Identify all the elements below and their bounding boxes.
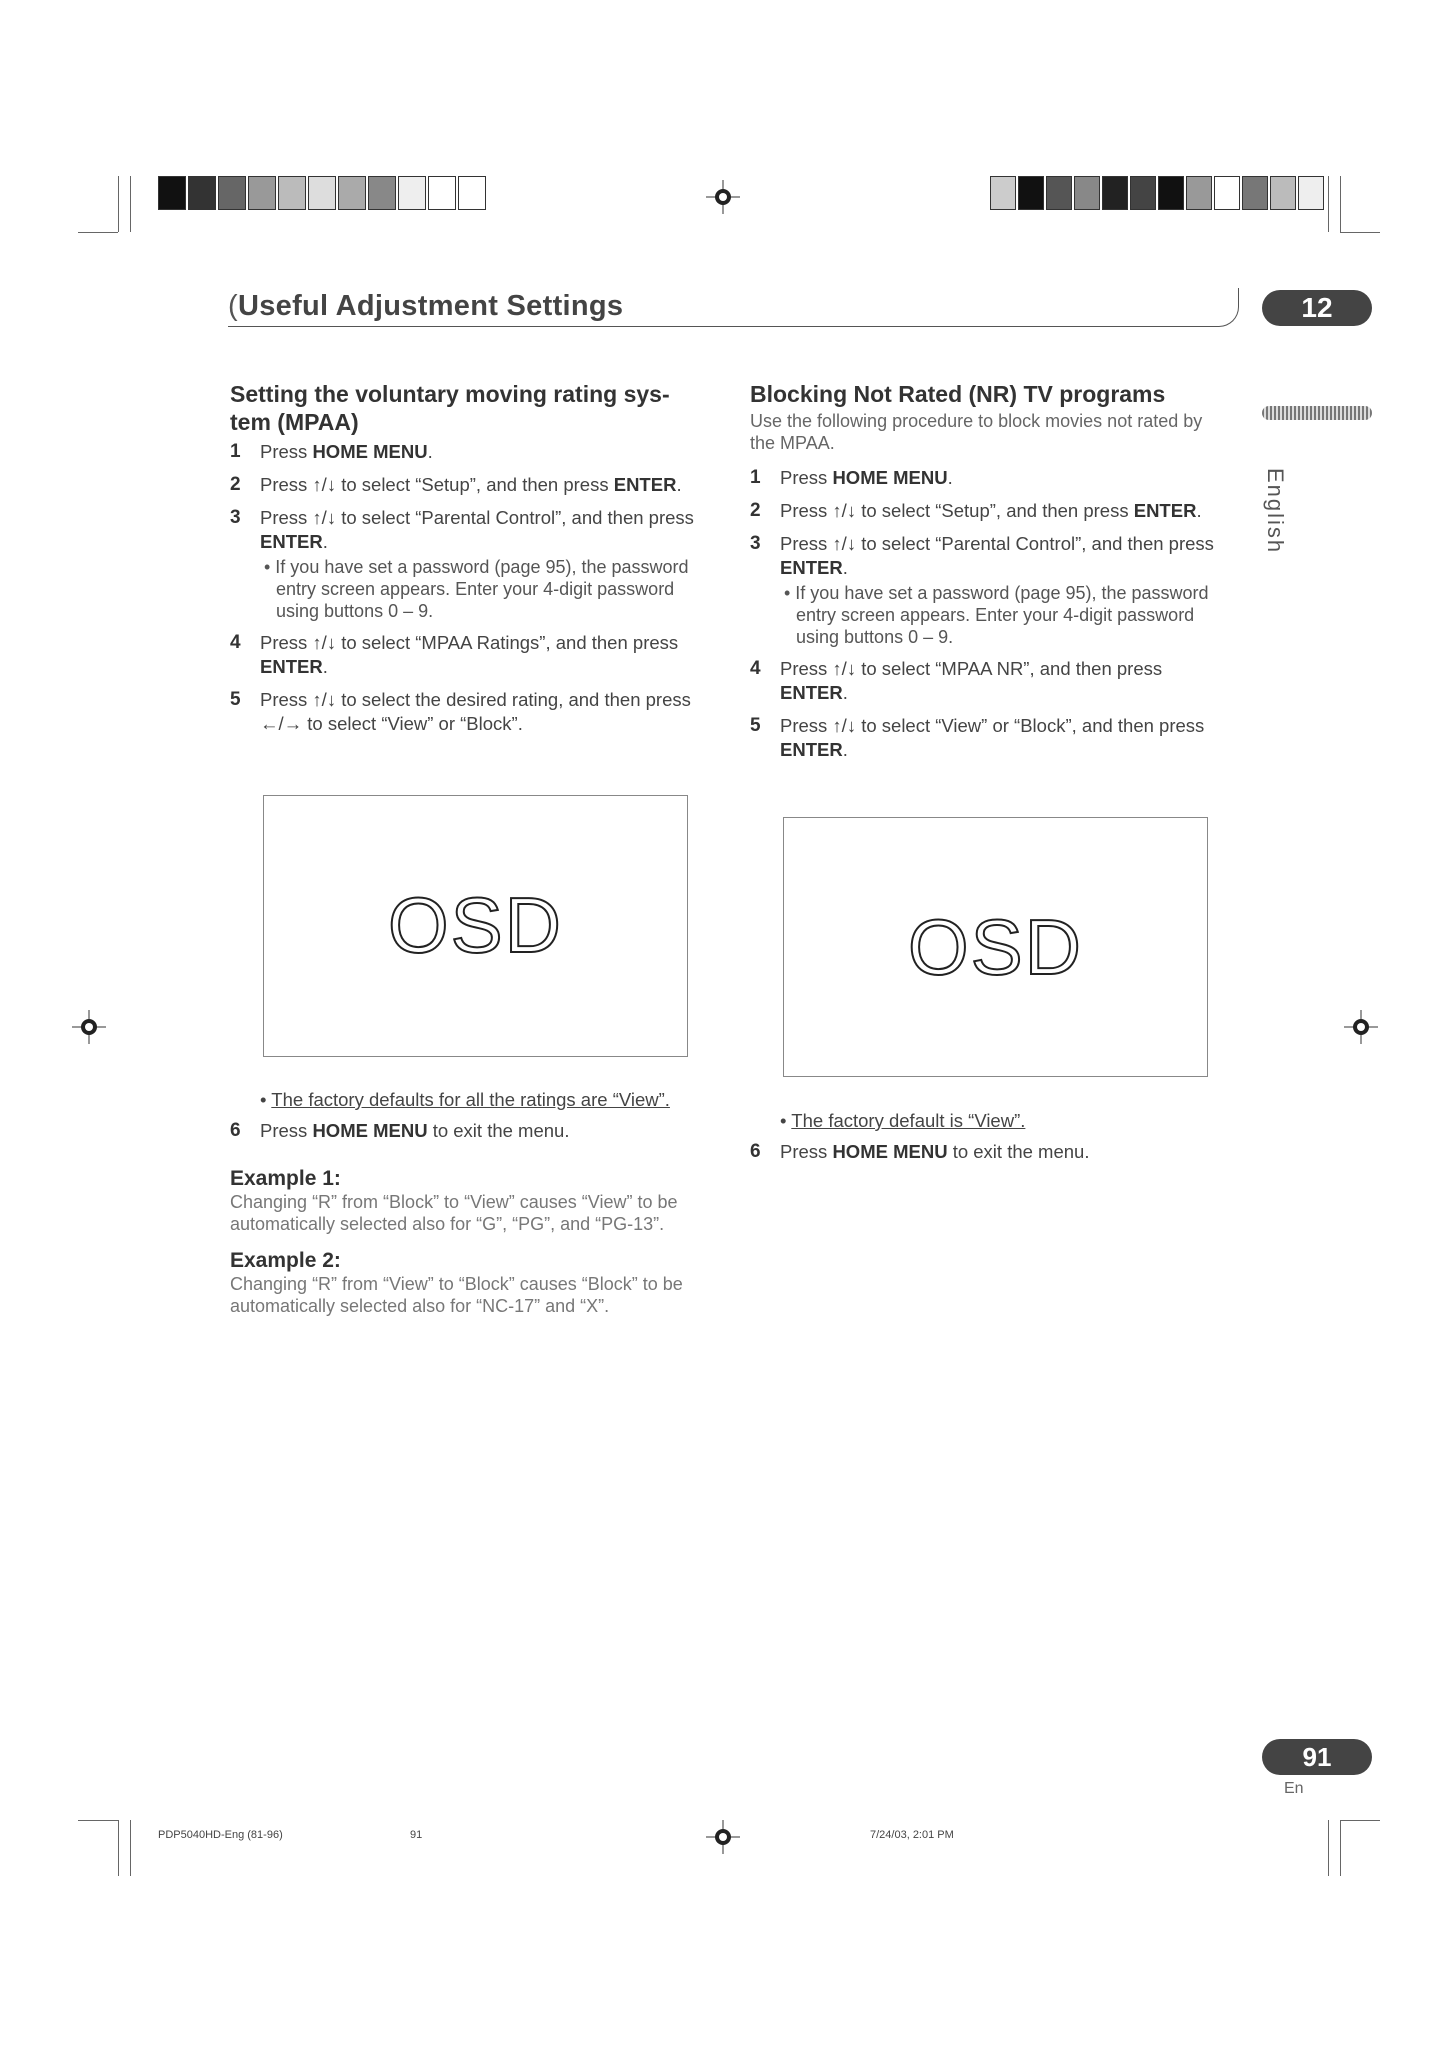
footer-page: 91 (410, 1829, 423, 1841)
registration-target-icon (706, 180, 740, 214)
page-section-title: (Useful Adjustment Settings (228, 290, 624, 322)
right-column (750, 380, 1230, 771)
step-item: 3 Press ↑/↓ to select “Parental Control”, and then press ENTER. • If you have set a password (page 95), the password entry screen appears. Enter your 4-digit password using buttons 0 – 9. (230, 506, 700, 622)
step-item: 5 Press ↑/↓ to select “View” or “Block”, and then press ENTER. (750, 715, 1205, 760)
left-steps (230, 440, 700, 736)
registration-bar-left (158, 176, 488, 210)
crop-mark (130, 176, 131, 232)
registration-bar-right (990, 176, 1326, 210)
osd-screen-placeholder: OSD (263, 795, 688, 1057)
page-number-badge: 91 (1262, 1739, 1372, 1775)
crop-mark (1328, 1820, 1329, 1876)
left-heading: Setting the voluntary moving rating sys-tem (MPAA) (230, 381, 670, 435)
crop-mark (1340, 232, 1380, 233)
right-bottom (750, 1110, 1230, 1173)
example-2: Example 2: Changing “R” from “View” to “Block” causes “Block” to be automatically selected also for “NC-17” and “X”. (230, 1249, 683, 1316)
step-sub-note: • If you have set a password (page 95), the password entry screen appears. Enter your 4-digit password using buttons 0 – 9. (784, 583, 1209, 647)
crop-mark (78, 232, 118, 233)
crop-mark (130, 1820, 131, 1876)
page-language: En (1284, 1780, 1304, 1797)
footer-file: PDP5040HD-Eng (81-96) (158, 1829, 283, 1841)
step-item: 3 Press ↑/↓ to select “Parental Control”, and then press ENTER. • If you have set a password (page 95), the password entry screen appears. Enter your 4-digit password using buttons 0 – 9. (750, 532, 1230, 648)
step-item: 2 Press ↑/↓ to select “Setup”, and then press ENTER. (230, 474, 682, 495)
crop-mark (1340, 1820, 1380, 1821)
step-item: 4 Press ↑/↓ to select “MPAA Ratings”, and then press ENTER. (230, 632, 679, 677)
factory-default-note: • The factory defaults for all the ratings are “View”. (260, 1089, 670, 1110)
right-heading: Blocking Not Rated (NR) TV programs (750, 381, 1166, 407)
step-item: 1 Press HOME MENU. (230, 441, 433, 462)
osd-screen-placeholder: OSD (783, 817, 1208, 1077)
language-tab-label: English (1263, 468, 1288, 555)
factory-default-note: • The factory default is “View”. (780, 1110, 1026, 1131)
right-steps (750, 466, 1230, 762)
right-intro: Use the following procedure to block movies not rated by the MPAA. (750, 411, 1203, 453)
registration-target-icon (72, 1010, 106, 1044)
crop-mark (1340, 176, 1341, 232)
crop-mark (1328, 176, 1329, 232)
step-item: 6 Press HOME MENU to exit the menu. (230, 1120, 570, 1141)
chapter-badge: 12 (1262, 290, 1372, 326)
step-item: 6 Press HOME MENU to exit the menu. (750, 1141, 1090, 1162)
step-item: 5 Press ↑/↓ to select the desired rating, and then press ←/→ to select “View” or “Block”. (230, 689, 691, 734)
crop-mark (78, 1820, 118, 1821)
left-column (230, 380, 700, 745)
right-step6 (750, 1140, 1230, 1164)
crop-mark (118, 1820, 119, 1876)
example-1: Example 1: Changing “R” from “Block” to “View” causes “View” to be automatically selected also for “G”, “PG”, and “PG-13”. (230, 1167, 678, 1234)
step-item: 1 Press HOME MENU. (750, 467, 953, 488)
left-step6 (230, 1119, 700, 1143)
left-bottom (230, 1089, 700, 1317)
registration-target-icon (706, 1820, 740, 1854)
step-item: 2 Press ↑/↓ to select “Setup”, and then press ENTER. (750, 500, 1202, 521)
crop-mark (118, 176, 119, 232)
footer-date: 7/24/03, 2:01 PM (870, 1829, 954, 1841)
step-item: 4 Press ↑/↓ to select “MPAA NR”, and then press ENTER. (750, 658, 1163, 703)
step-sub-note: • If you have set a password (page 95), the password entry screen appears. Enter your 4-digit password using buttons 0 – 9. (264, 557, 689, 621)
language-tab-bar (1262, 406, 1372, 420)
crop-mark (1340, 1820, 1341, 1876)
registration-target-icon (1344, 1010, 1378, 1044)
